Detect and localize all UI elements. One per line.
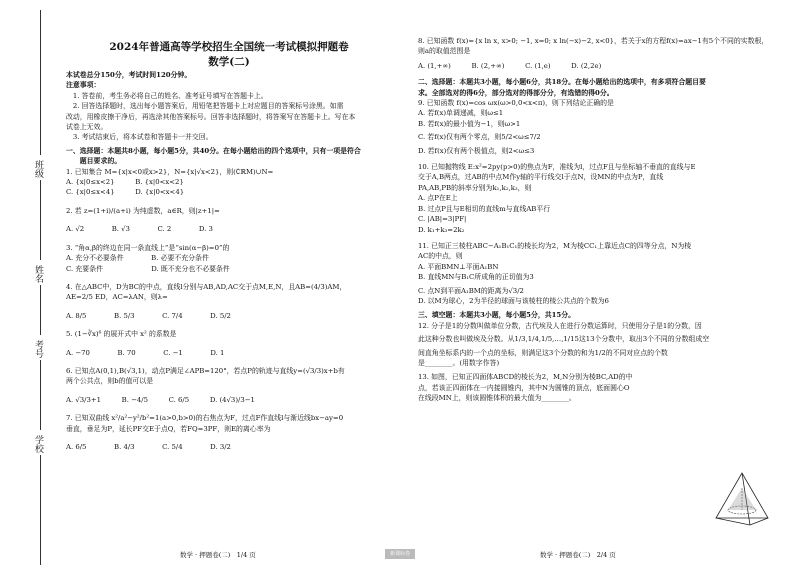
left-column bbox=[66, 40, 392, 452]
cut-line bbox=[40, 285, 41, 335]
question-options: C. {x|0≤x<4} D. {x|0<x<4} bbox=[66, 188, 185, 197]
notice-heading: 注意事项： bbox=[66, 81, 101, 90]
question-stem: 5. (1−∛x)⁶ 的展开式中 x² 的系数是 bbox=[66, 330, 177, 339]
question-option: D. k₁+k₃=2k₂ bbox=[418, 225, 465, 234]
exam-title: 2024年普通高等学校招生全国统一考试模拟押题卷 bbox=[109, 41, 349, 53]
question-option: A. 若f(x)单调递减，则ω≤1 bbox=[418, 109, 504, 118]
binding-label-examno: 考号 bbox=[33, 340, 43, 358]
question-options: A. √2 B. √3 C. 2 D. 3 bbox=[66, 225, 213, 234]
section-heading: 二、选择题：本题共3小题，每小题6分，共18分。在每小题给出的选项中，有多项符合题目要 bbox=[418, 78, 706, 87]
section-heading: 一、选择题：本题共8小题，每小题5分，共40分。在每小题给出的四个选项中，只有一项是符合 bbox=[66, 146, 361, 155]
question-stem: PA,AB,PB的斜率分别为k₁,k₂,k₃，则 bbox=[418, 183, 532, 192]
question-stem: AE=2/5 ED，AC=λAN，则λ= bbox=[66, 293, 168, 302]
question-stem: 垂直，垂足为P，延长PF交E于点Q，若FQ=3PF，则E的离心率为 bbox=[66, 424, 271, 433]
question-stem: 7. 已知双曲线 x²/a²−y²/b²=1(a>0,b>0)的右焦点为F，过点F作直线l与渐近线bx−ay=0 bbox=[66, 414, 344, 423]
question-stem: 两个公共点，则b的值可以是 bbox=[66, 377, 154, 386]
question-stem: 11. 已知正三棱柱ABC−A₁B₁C₁的棱长均为2，M为棱CC₁上靠近点C的四等分点，N为棱 bbox=[418, 241, 692, 250]
question-stem: 12. 分子是1的分数叫做单位分数，古代埃及人在进行分数运算时，只使用分子是1的分数，因 bbox=[418, 321, 702, 330]
question-options: A. √3/3+1 B. −4/5 C. 6/5 D. (4√3)/3−1 bbox=[66, 395, 255, 404]
question-stem: 交于A,B两点，过AB的中点M作y轴的平行线交l于点N，设MN的中点为P，直线 bbox=[418, 173, 664, 182]
question-stem: 1. 已知集合 M={x|x<0或x>2}，N={x|√x<2}，则(∁ℝM)∪N= bbox=[66, 167, 274, 176]
question-options: A. −70 B. 70 C. −1 D. 1 bbox=[66, 348, 225, 357]
cut-line-top bbox=[40, 10, 41, 155]
question-stem: 此这种分数也叫做埃及分数。从1/3,1/4,1/5,…,1/15这13个分数中，取出3个不同的分数组成空 bbox=[418, 335, 710, 344]
question-options: A. {x|0≤x<2} B. {x|0<x<2} bbox=[66, 178, 184, 187]
question-stem: 2. 若 z=(1+i)/(a+i) 为纯虚数，a∈R，则|z+1|= bbox=[66, 206, 220, 215]
question-options: C. 充要条件 D. 既不充分也不必要条件 bbox=[66, 264, 230, 273]
stamp-badge: 新课标卷 bbox=[385, 549, 415, 559]
question-stem: 3. “角α,β的终边在同一条直线上”是“sin(α−β)=0”的 bbox=[66, 243, 230, 252]
notice-line: 2. 回答选择题时，选出每小题答案后，用铅笔把答题卡上对应题目的答案标号涂黑。如需 bbox=[66, 102, 344, 111]
question-option: D. 若f(x)仅有两个极值点，则2<ω≤3 bbox=[418, 146, 535, 155]
question-stem: 点，若该正四面体在一内接圆锥内，其中N为圆锥的顶点，底面圆心O bbox=[418, 383, 630, 392]
binding-label-class: 班级 bbox=[33, 160, 43, 178]
notice-line: 试卷上无效。 bbox=[66, 123, 108, 132]
question-options: A. 6/5 B. 4/3 C. 5/4 D. 3/2 bbox=[66, 442, 231, 451]
question-option: B. 若f(x)的最小值为−1，则ω>1 bbox=[418, 119, 521, 128]
question-option: C. 若f(x)仅有两个零点，则5/2<ω≤7/2 bbox=[418, 133, 541, 142]
question-option: A. 点P在E上 bbox=[418, 194, 458, 203]
binding-label-school: 学校 bbox=[33, 435, 43, 453]
question-stem: 8. 已知函数 f(x)={x ln x, x>0; −1, x=0; x ln(−x)−2, x<0}，若关于x的方程f(x)=ax−1有5个不同的实数根， bbox=[418, 37, 769, 45]
binding-margin bbox=[0, 0, 60, 576]
question-option: B. 直线MN与B₁C所成角的正切值为3 bbox=[418, 273, 534, 282]
question-stem: 在线段MN上，则该圆锥体积的最大值为________。 bbox=[418, 394, 576, 403]
question-stem: 4. 在△ABC中，D为BC的中点，直线l分别与AB,AD,AC交于点M,E,N，且AB=(4/3)AM， bbox=[66, 282, 347, 291]
question-option: C. 点N到平面A₁BM的距离为√3/2 bbox=[418, 286, 524, 295]
tetrahedron-figure bbox=[712, 470, 772, 528]
question-stem: 13. 如图，已知正四面体ABCD的棱长为2，M,N分别为棱BC,AD的中 bbox=[418, 373, 633, 382]
question-stem: 6. 已知点A(0,1),B(√3,1)，动点P满足∠APB=120°，若点P的轨迹与直线y=(√3/3)x+b有 bbox=[66, 366, 345, 375]
notice-line: 3. 考试结束后，将本试卷和答题卡一并交回。 bbox=[66, 133, 213, 142]
question-stem: 10. 已知抛物线 E:x²=2py(p>0)的焦点为F，准线为l，过点F且与坐标轴不垂直的直线与E bbox=[418, 163, 696, 172]
exam-info: 本试卷总分150分，考试时间120分钟。 bbox=[66, 71, 192, 79]
question-stem: AC的中点，则 bbox=[418, 252, 463, 261]
question-stem: 9. 已知函数 f(x)=cos ωx(ω>0,0<x<π)，则下列结论正确的是 bbox=[418, 99, 614, 108]
exam-subtitle: 数学(二) bbox=[208, 56, 250, 68]
question-option: C. |AB|=3|PF| bbox=[418, 215, 467, 224]
section-heading: 三、填空题：本题共3小题，每小题5分，共15分。 bbox=[418, 311, 575, 320]
footer-page-1: 数学 · 押题卷(二) 1/4 页 bbox=[180, 551, 256, 559]
right-column bbox=[418, 36, 778, 404]
footer-page-2: 数学 · 押题卷(二) 2/4 页 bbox=[540, 551, 616, 559]
question-options: A. 充分不必要条件 B. 必要不充分条件 bbox=[66, 254, 209, 263]
question-option: A. 平面BMN⊥平面A₁BN bbox=[418, 262, 499, 271]
notice-line: 1. 答卷前，考生务必将自己的姓名、准考证号填写在答题卡上。 bbox=[66, 91, 268, 100]
question-option: D. 以M为球心，2为半径的球面与该棱柱的棱公共点的个数为6 bbox=[418, 296, 609, 305]
cut-line bbox=[40, 180, 41, 260]
section-heading: 题目要求的。 bbox=[66, 157, 122, 166]
notice-line: 改动，用橡皮擦干净后，再选涂其他答案标号。回答非选择题时，将答案写在答题卡上。写在本 bbox=[66, 112, 356, 121]
question-option: B. 过点P且与E相切的直线m与直线AB平行 bbox=[418, 204, 551, 213]
cut-line-bottom bbox=[40, 455, 41, 565]
question-stem: 是________。(用数字作答) bbox=[418, 358, 500, 367]
question-options: A. 8/5 B. 5/3 C. 7/4 D. 5/2 bbox=[66, 311, 231, 320]
question-stem: 间直角坐标系内的一个点的坐标，则满足这3个分数的和为1/2的不同对应点的个数 bbox=[418, 348, 668, 357]
binding-label-name: 姓名 bbox=[33, 265, 43, 283]
question-stem: 则a的取值范围是 bbox=[418, 47, 471, 56]
question-options: A. (1,+∞) B. (2,+∞) C. (1,e) D. (2,2e) bbox=[418, 61, 602, 70]
section-heading: 求。全部选对的得6分，部分选对的得部分分，有选错的得0分。 bbox=[418, 88, 614, 97]
cut-line bbox=[40, 360, 41, 430]
